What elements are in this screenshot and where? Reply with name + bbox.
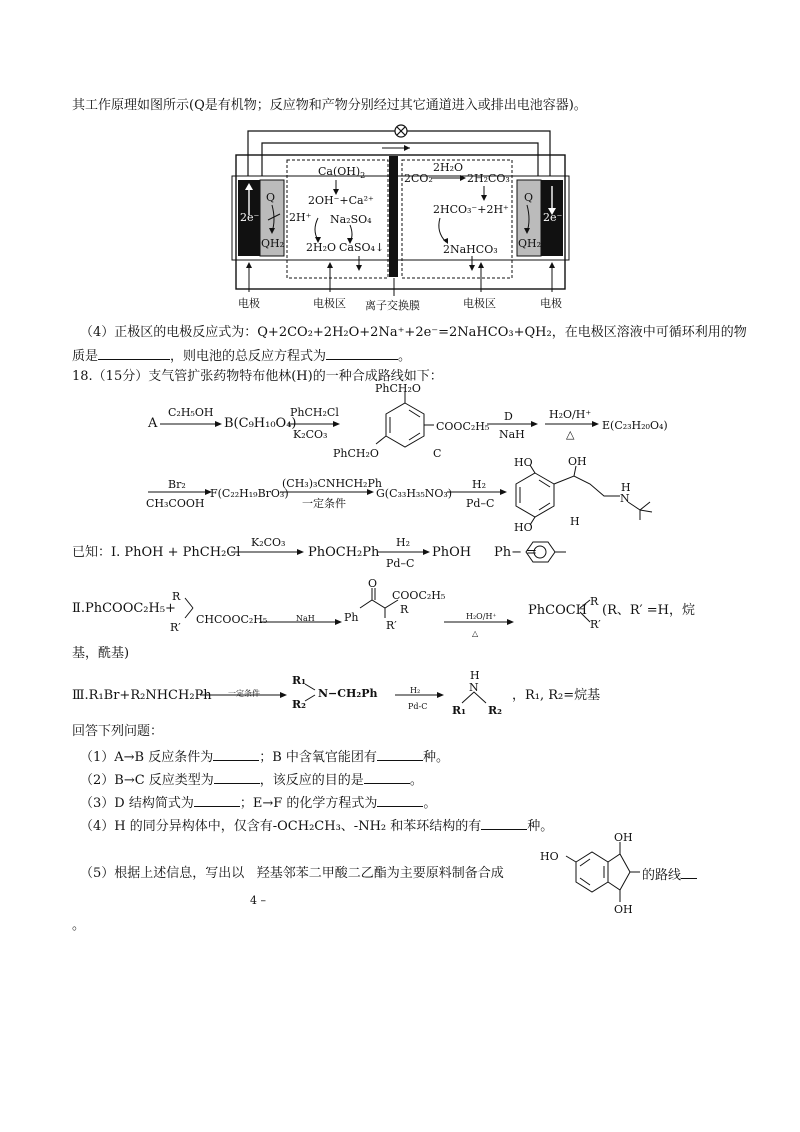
right-electrode-qh2: QH₂ — [518, 237, 542, 250]
known-2-r2: R — [400, 603, 409, 616]
compound-h-ho-bottom: HO — [514, 521, 533, 534]
q5-ho: HO — [540, 850, 559, 863]
known-1-ph: Ph− = — [494, 545, 538, 560]
known-2-rp3: R′ — [590, 618, 601, 631]
cond-pdc: Pd–C — [466, 497, 495, 510]
known-2-rp2: R′ — [386, 619, 397, 632]
blank-q4[interactable] — [481, 817, 527, 830]
compound-a: A — [148, 416, 158, 431]
compound-e: E(C₂₃H₂₀O₄) — [602, 419, 668, 432]
known-1-end: PhOH — [432, 545, 472, 560]
known-2-nah: NaH — [296, 614, 315, 623]
q4-line1: （4）正极区的电极反应式为：Q+2CO₂+2H₂O+2Na⁺+2e⁻=2NaHCO₃+QH₂，在电极区溶液中可循环利用的物 — [80, 325, 747, 340]
right-region-h2o: 2H₂O — [433, 161, 464, 174]
q5-route: 的路线 — [642, 866, 697, 884]
cond-br2: Br₂ — [168, 478, 186, 491]
compound-c-label: C — [433, 447, 442, 460]
known-2-rp: R′ — [170, 621, 181, 634]
known-2-product: PhCOCH — [528, 603, 588, 618]
known-1-h2: H₂ — [396, 536, 411, 549]
known-3-pdc: Pd-C — [408, 702, 428, 711]
known-2-heat: △ — [472, 629, 479, 638]
known-2-h2o: H₂O/H⁺ — [466, 612, 497, 621]
left-region-caoh2: $Ca(OH)_2$ — [318, 165, 366, 181]
compound-c-sub-bottom: PhCH₂O — [333, 447, 379, 460]
cond-h2: H₂ — [472, 478, 487, 491]
known-1-pdc: Pd–C — [386, 557, 415, 570]
cond-ethanol: C₂H₅OH — [168, 406, 214, 419]
question-4: （4）H 的同分异构体中，仅含有-OCH₂CH₃、-NH₂ 和苯环结构的有 种。 — [80, 819, 554, 834]
label-electrode-right: 电极 — [540, 297, 562, 310]
right-electrode-2e: 2e⁻ — [543, 211, 563, 224]
question-3: （3）D 结构简式为 ；E→F 的化学方程式为 。 — [80, 796, 437, 811]
known-1-mid: PhOCH₂Ph — [308, 545, 380, 560]
left-region-caso4: CaSO₄↓ — [339, 241, 385, 254]
blank-q3b[interactable] — [377, 794, 423, 807]
known-3-h: H — [470, 669, 480, 682]
known-2-ph: Ph — [344, 611, 359, 624]
right-region-co2: 2CO₂ — [404, 172, 433, 185]
known-2-note2: 基，酰基) — [72, 646, 130, 661]
known-3-h2: H₂ — [410, 686, 421, 695]
left-region-h: 2H⁺ — [289, 211, 312, 224]
cond-amine: (CH₃)₃CNHCH₂Ph — [282, 477, 382, 490]
compound-g: G(C₃₃H₃₅NO₃) — [376, 487, 453, 500]
known-2-cooc: COOC₂H₅ — [392, 589, 446, 602]
known-3-cond: 一定条件 — [228, 689, 260, 698]
question-5: （5）根据上述信息，写出以 羟基邻苯二甲酸二乙酯为主要原料制备合成 — [80, 866, 504, 881]
left-region-h2o: 2H₂O — [306, 241, 337, 254]
right-electrode-q: Q — [524, 191, 534, 204]
cond-heat: △ — [566, 428, 575, 441]
cond-pchcl: PhCH₂Cl — [290, 406, 339, 419]
blank-q3a[interactable] — [194, 794, 240, 807]
right-region-hco3: 2HCO₃⁻+2H⁺ — [433, 203, 509, 216]
right-region-h2co3: 2H₂CO₃ — [467, 172, 510, 185]
known-3-nch: N−CH₂Ph — [318, 687, 378, 700]
cond-d: D — [504, 410, 513, 423]
cond-hydrolysis: H₂O/H⁺ — [549, 408, 592, 421]
known-3-r1b: R₁ — [452, 704, 466, 717]
blank-q2b[interactable] — [364, 771, 410, 784]
compound-h-oh: OH — [568, 455, 587, 468]
cond-acetic: CH₃COOH — [146, 497, 205, 510]
answer-intro: 回答下列问题： — [72, 724, 164, 739]
compound-h-ho-top: HO — [514, 456, 533, 469]
intro-text: 其工作原理如图所示(Q是有机物；反应物和产物分别经过其它通道进入或排出电池容器)。 — [72, 98, 587, 113]
blank-q2a[interactable] — [214, 771, 260, 784]
cond-certain: 一定条件 — [302, 497, 346, 510]
left-electrode-q: Q — [266, 191, 276, 204]
left-region-na2so4: Na₂SO₄ — [330, 213, 372, 226]
known-3-n: N — [469, 681, 479, 694]
question-2: （2）B→C 反应类型为 ，该反应的目的是 。 — [80, 773, 423, 788]
known-3-r2b: R₂ — [488, 704, 502, 717]
compound-c-sub-top: PhCH₂O — [375, 382, 421, 395]
known-2-r3: R — [590, 595, 599, 608]
q5-oh-bottom: OH — [614, 903, 633, 916]
cond-nah: NaH — [499, 428, 525, 441]
blank-q1a[interactable] — [213, 748, 259, 761]
known-3-r1: R₁ — [292, 674, 306, 687]
known-2-chcoo: CHCOOC₂H₅ — [196, 613, 268, 626]
right-region-nahco3: 2NaHCO₃ — [443, 243, 498, 256]
left-region-ions: 2OH⁻+Ca²⁺ — [308, 194, 374, 207]
known-3-r2: R₂ — [292, 698, 306, 711]
q4-line2: 质是 ，则电池的总反应方程式为 。 — [72, 349, 412, 364]
blank-q1b[interactable] — [377, 748, 423, 761]
known-2-o: O — [368, 577, 378, 590]
label-electrode-left: 电极 — [238, 297, 260, 310]
compound-b: B(C₉H₁₀O₄) — [224, 416, 297, 431]
compound-f: F(C₂₂H₁₉BrO₃) — [210, 487, 289, 500]
question-1: （1）A→B 反应条件为 ；B 中含氧官能团有 种。 — [80, 750, 449, 765]
known-3-suffix: ，R₁, R₂=烷基 — [512, 688, 601, 703]
known-2-r: R — [172, 590, 181, 603]
q18-title: 18.（15分）支气管扩张药物特布他林(H)的一种合成路线如下： — [72, 369, 443, 384]
label-region-right: 电极区 — [463, 297, 496, 310]
label-membrane: 离子交换膜 — [365, 299, 420, 312]
cond-k2co3: K₂CO₃ — [293, 428, 328, 441]
page-number: 4 – — [250, 894, 266, 907]
compound-c-ester: COOC₂H₅ — [436, 420, 490, 433]
known-3-prefix: Ⅲ.R₁Br+R₂NHCH₂Ph — [72, 688, 212, 703]
left-electrode-qh2: QH₂ — [261, 237, 285, 250]
compound-h-n: N — [620, 492, 630, 505]
compound-h-nh: H — [621, 481, 631, 494]
label-region-left: 电极区 — [313, 297, 346, 310]
q5-oh-top: OH — [614, 831, 633, 844]
known-2-prefix: Ⅱ.PhCOOC₂H₅+ — [72, 601, 176, 616]
end-mark: 。 — [72, 918, 86, 933]
compound-h-label: H — [570, 515, 580, 528]
known-1-prefix: 已知：Ⅰ. PhOH + PhCH₂Cl — [72, 545, 241, 560]
left-electrode-2e: 2e⁻ — [240, 211, 260, 224]
known-2-note1: (R、R′ =H，烷 — [602, 603, 695, 618]
known-1-cond: K₂CO₃ — [251, 536, 286, 549]
